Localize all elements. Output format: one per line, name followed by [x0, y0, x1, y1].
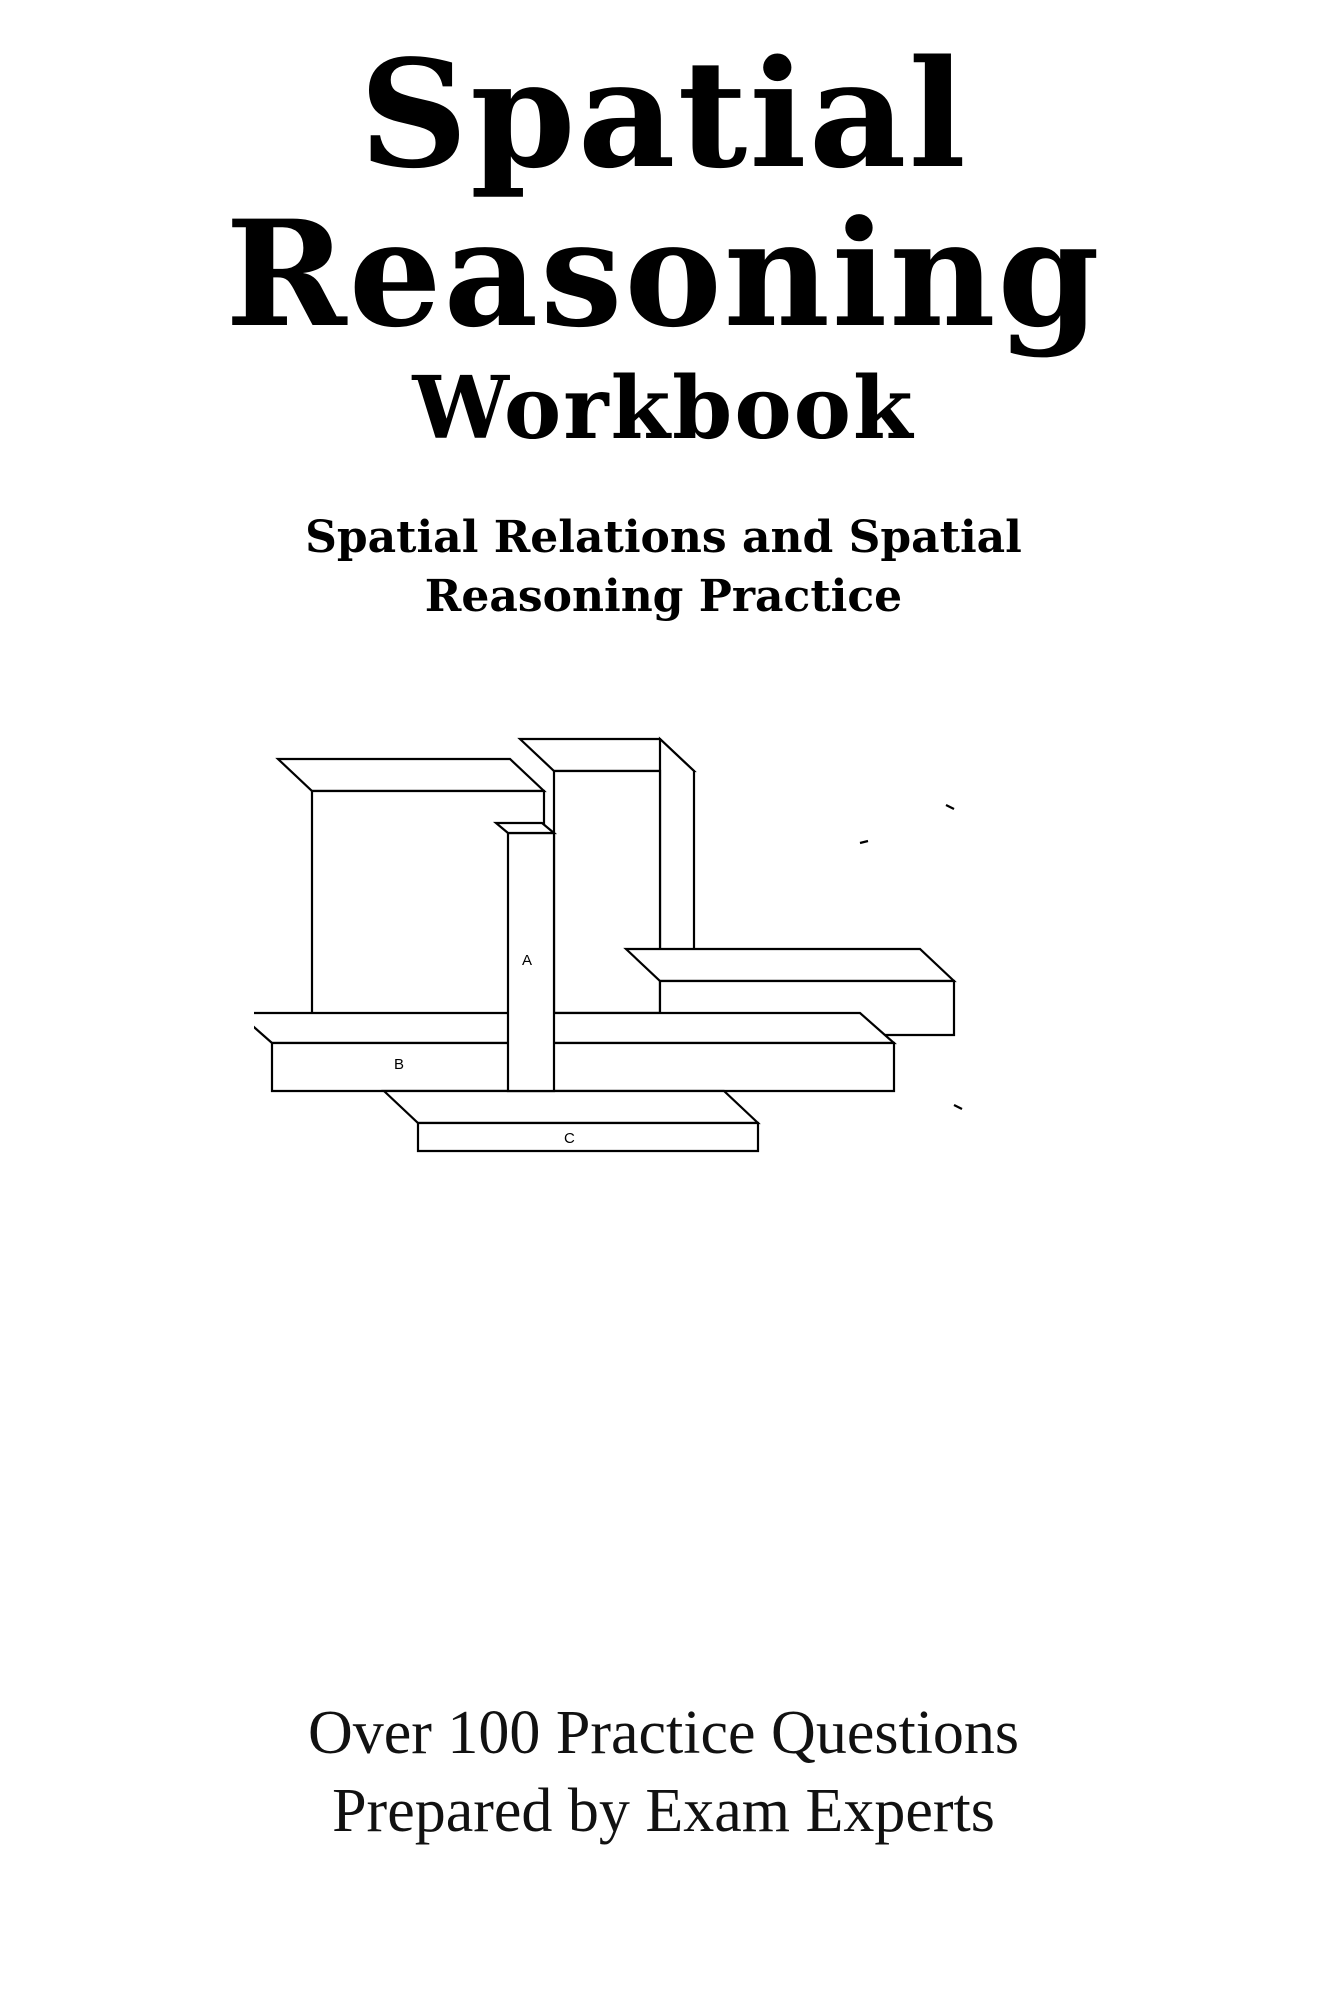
cover-footer: [0, 1695, 1327, 1850]
upright-slab-front-face: [554, 771, 660, 1013]
base-slab-top-face: [254, 1013, 894, 1043]
stray-tick-1: [946, 805, 954, 809]
stray-tick-3: [954, 1105, 962, 1109]
footer-line-1: Over 100 Practice Questions: [307, 1699, 1020, 1767]
footer-line-2: Prepared by Exam Experts: [332, 1776, 995, 1845]
base-slab-front-face: [272, 1043, 894, 1091]
figure-label-a: A: [521, 951, 532, 969]
figure-label-c: C: [563, 1129, 575, 1147]
bottom-step-top-face: [384, 1091, 758, 1123]
cover-illustration: [114, 713, 1214, 1213]
left-block-top-face: [278, 759, 544, 791]
subtitle-line-1: Spatial Relations and Spatial: [305, 512, 1022, 563]
bottom-step-front-face: [418, 1123, 758, 1151]
vertical-rib-top-face: [496, 823, 554, 833]
title-block: [0, 27, 1327, 459]
page-title-line-2: Reasoning: [225, 189, 1102, 360]
subtitle: [305, 508, 1022, 627]
figure-label-b: B: [393, 1055, 404, 1073]
right-shelf-top-face: [626, 949, 954, 981]
page-title-line-1: Spatial: [359, 27, 968, 201]
isometric-block-diagram-svg: [254, 713, 1074, 1213]
stray-tick-2: [860, 841, 868, 843]
subtitle-line-2: Reasoning Practice: [424, 571, 903, 623]
page-title-line-3: Workbook: [412, 358, 915, 459]
